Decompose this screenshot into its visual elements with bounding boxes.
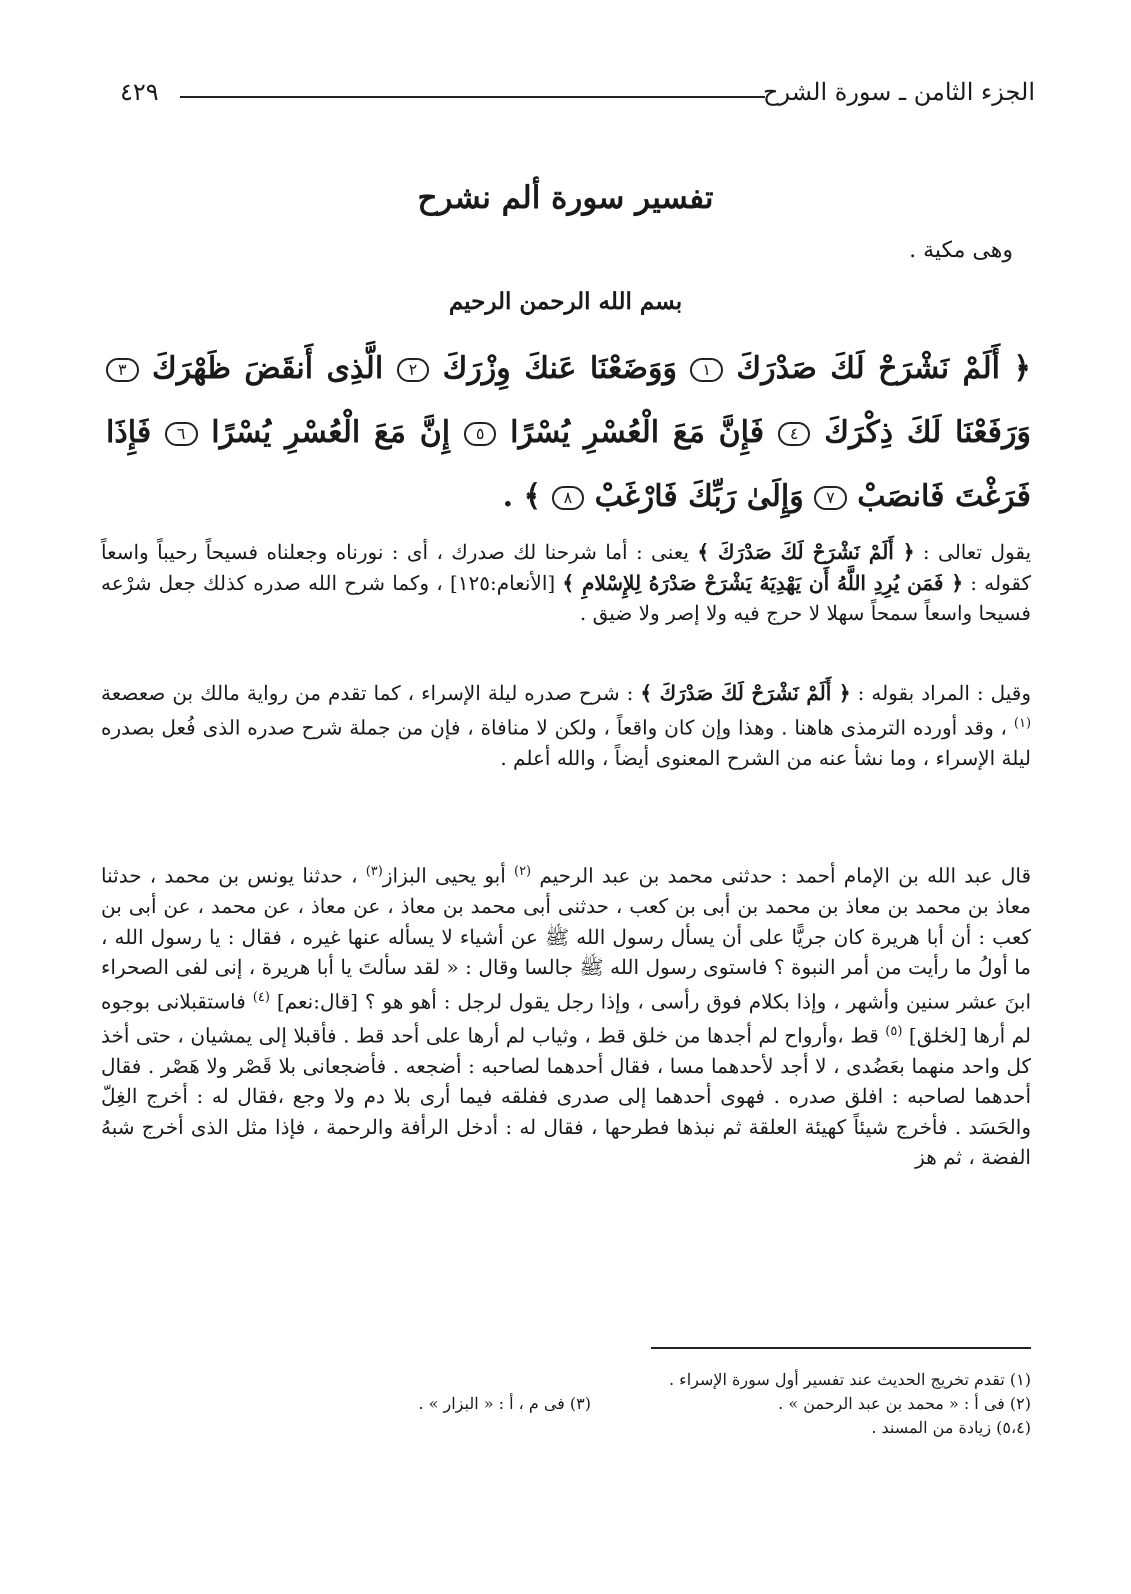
page-number: ٤٢٩	[120, 78, 159, 106]
text-run: [الأنعام:١٢٥] ، وكما شرح الله صدره كذلك جعل شرْعه فسيحا واسعاً سمحاً سهلا لا حرج فيه ولا إصر ولا ضيق .	[101, 570, 1031, 625]
text-run: : شرح صدره ليلة الإسراء ، كما تقدم من رواية مالك بن صعصعة	[101, 681, 634, 705]
ayah-number: ٥	[464, 422, 497, 446]
footnote-ref: (٢)	[513, 864, 532, 879]
text-run: وقيل : المراد بقوله :	[857, 681, 1032, 705]
verse-text: الَّذِى أَنقَضَ ظَهْرَكَ	[152, 351, 384, 386]
footnote-row	[101, 1394, 1031, 1418]
verse-text: وَرَفَعْنَا لَكَ ذِكْرَكَ	[824, 415, 1031, 450]
footnote-ref: (٤)	[252, 989, 270, 1005]
footnote-row	[101, 1370, 1031, 1394]
quote: ﴿ فَمَن يُرِدِ اللَّهُ أَن يَهْدِيَهُ يَشْرَحْ صَدْرَهُ لِلإِسْلامِ ﴾	[562, 570, 964, 595]
footnote-1: (١) تقدم تخريج الحديث عند تفسير أول سورة الإسراء .	[669, 1370, 1031, 1389]
verse-text: ﴿ أَلَمْ نَشْرَحْ لَكَ صَدْرَكَ	[736, 351, 1031, 386]
basmala: بسم الله الرحمن الرحيم	[448, 288, 683, 315]
paragraph-3	[101, 857, 1031, 1173]
footnotes	[101, 1370, 1031, 1442]
verse-text: فَإِذَا فَرَغْتَ فَانصَبْ	[106, 415, 1031, 514]
footnote-ref: (٣)	[365, 864, 383, 879]
text-run: قال عبد الله بن الإمام أحمد : حدثنى محمد بن عبد الرحيم	[539, 863, 1032, 888]
text-run: فاستقبلانى بوجوه لم أرها [لخلق]	[101, 989, 1032, 1048]
text-run: يقول تعالى :	[922, 540, 1032, 564]
text-run: يعنى : أما شرحنا لك صدرك ، أى : نورناه وجعلناه فسيحاً رحيباً واسعاً كقوله :	[101, 540, 1032, 595]
surah-title: تفسير سورة ألم نشرح	[417, 180, 714, 216]
ayah-number: ٢	[397, 358, 430, 382]
verse-text: فَإِنَّ مَعَ الْعُسْرِ يُسْرًا	[510, 415, 765, 450]
text-run: أبو يحيى البزاز	[382, 863, 506, 888]
footnote-ref: (٥)	[885, 1023, 903, 1039]
quote: ﴿ أَلَمْ نَشْرَحْ لَكَ صَدْرَكَ ﴾	[640, 681, 851, 705]
paragraph-1	[101, 537, 1031, 629]
running-title: الجزء الثامن ـ سورة الشرح	[762, 78, 1035, 106]
ayah-number: ٤	[778, 422, 811, 446]
page-header	[120, 78, 1035, 118]
verse-text: وَإِلَىٰ رَبِّكَ فَارْغَبْ	[594, 479, 804, 514]
footnote-rule	[651, 1347, 1031, 1349]
ayah-number: ٦	[165, 422, 198, 446]
header-rule	[180, 96, 765, 98]
verse-end: ﴾ .	[502, 479, 542, 514]
verse-text: إِنَّ مَعَ الْعُسْرِ يُسْرًا	[211, 415, 451, 450]
text-run: قط ،وأرواح لم أجدها من خلق قط ، وثياب لم أرها على أحد قط . فأقبلا إلى يمشيان ، حتى أخذ كل واحد منهما بعَضُدى ، لا أجد لأحدهما مسا ، فقال أحدهما لصاحبه : أضجعه . فأضجعانى بلا قَصْر ولا هَصْر . فقال أحدهما لصاحبه : افلق صدره . فهوى أحدهما إلى صدرى ففلقه فيما أرى بلا دم ولا وجع ،فقال له : أخرج الغِلّ والحَسَد . فأخرج شيئاً كهيئة العلقة ثم نبذها فطرحها ، فقال له : أدخل الرأفة والرحمة ، فإذا مثل الذى أخرج شبهُ الفضة ، ثم هز	[101, 1023, 1031, 1170]
footnote-row	[101, 1418, 1031, 1442]
verse-text: وَوَضَعْنَا عَنكَ وِزْرَكَ	[442, 351, 677, 386]
ayah-number: ٣	[106, 358, 139, 382]
makki-note: وهى مكية .	[909, 238, 1013, 263]
footnote-3: (٣) فى م ، أ : « البزار » .	[418, 1394, 591, 1413]
quran-verses	[106, 337, 1031, 529]
footnote-4-5: (٥،٤) زيادة من المسند .	[871, 1418, 1031, 1437]
footnote-2: (٢) فى أ : « محمد بن عبد الرحمن » .	[778, 1394, 1031, 1413]
ayah-number: ٧	[814, 486, 847, 510]
text-run: ، وقد أورده الترمذى هاهنا . وهذا وإن كان واقعاً ، ولكن لا منافاة ، فإن من جملة شرح صدره الذى فُعل بصدره ليلة الإسراء ، وما نشأ عنه من الشرح المعنوى أيضاً ، والله أعلم .	[101, 715, 1031, 770]
footnote-ref: (١)	[1013, 715, 1032, 731]
paragraph-2	[101, 678, 1031, 773]
quote: ﴿ أَلَمْ نَشْرَحْ لَكَ صَدْرَكَ ﴾	[697, 540, 915, 564]
text-run: ، حدثنا يونس بن محمد ، حدثنا معاذ بن محمد بن معاذ بن محمد بن أبى بن كعب ، حدثنى أبى محمد بن معاذ ، عن معاذ ، عن محمد ، عن أبى بن كعب : أن أبا هريرة كان جريًّا على أن يسأل رسول الله ﷺ عن أشياء لا يسأله عنها غيره ، فقال : يا رسول الله ، ما أولُ ما رأيت من أمر النبوة ؟ فاستوى رسول الله ﷺ جالسا وقال : « لقد سألتَ يا أبا هريرة ، إنى لفى الصحراء ابنَ عشر سنين وأشهر ، وإذا بكلام فوق رأسى ، وإذا رجل يقول لرجل : أهو هو ؟ [قال:نعم]	[101, 863, 1031, 1014]
ayah-number: ٨	[552, 486, 585, 510]
ayah-number: ١	[690, 358, 723, 382]
